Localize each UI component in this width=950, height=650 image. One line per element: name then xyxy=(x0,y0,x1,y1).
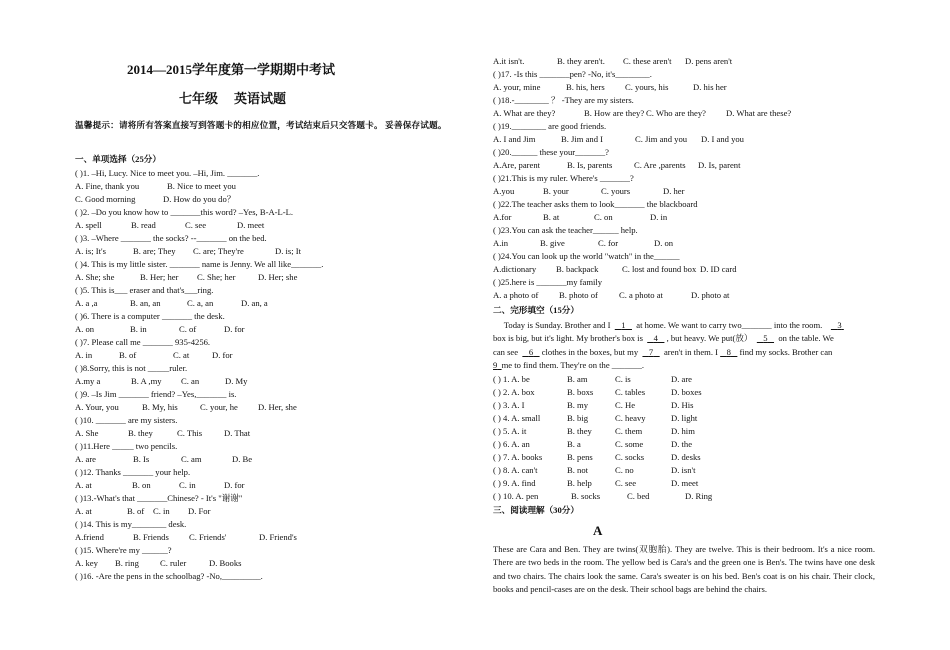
option-text: D. ID card xyxy=(700,264,737,274)
option-text: C. Good morning xyxy=(75,194,136,204)
question-text: ( )5. This is___ eraser and that's___ring. xyxy=(75,285,214,295)
option-text: ( ) 5. A. it xyxy=(493,426,527,436)
option-text: D. Be xyxy=(232,454,253,464)
option-text: C. in xyxy=(153,506,170,516)
option-text: A. Fine, thank you xyxy=(75,181,140,191)
option-text: C. of xyxy=(179,324,197,334)
option-text: B. Is, parents xyxy=(567,160,613,170)
option-text: D. For xyxy=(188,506,211,516)
option-text: B. My, his xyxy=(142,402,178,412)
option-text: D. for xyxy=(212,350,233,360)
option-text: C. She; her xyxy=(197,272,236,282)
question-text: ( )23.You can ask the teacher______ help. xyxy=(493,225,638,235)
option-text: D. boxes xyxy=(671,387,702,397)
option-text: A.dictionary xyxy=(493,264,537,274)
option-text: B. your xyxy=(543,186,569,196)
option-text: B. my xyxy=(567,400,589,410)
option-text: B. they xyxy=(567,426,592,436)
option-text: A.friend xyxy=(75,532,104,542)
option-text: A.Are, parent xyxy=(493,160,541,170)
option-text: A. Your, you xyxy=(75,402,119,412)
option-text: C. them xyxy=(615,426,643,436)
option-text: B. pens xyxy=(567,452,593,462)
option-text: A. at xyxy=(75,506,92,516)
question-text: ( )15. Where're my ______? xyxy=(75,545,172,555)
option-text: A. spell xyxy=(75,220,102,230)
option-text: A. is; It's xyxy=(75,246,106,256)
option-text: B. not xyxy=(567,465,589,475)
option-text: D. photo at xyxy=(691,290,730,300)
option-text: B. boxs xyxy=(567,387,594,397)
option-text: C. Jim and you xyxy=(635,134,688,144)
question-text: ( )9. –Is Jim _______ friend? –Yes,_______ is. xyxy=(75,389,237,399)
section-heading-cloze: 二、完形填空（15分） xyxy=(493,305,579,315)
option-text: D. Her; she xyxy=(258,272,298,282)
option-text: B. in xyxy=(130,324,147,334)
option-text: D. What are these? xyxy=(726,108,792,118)
question-text: ( )6. There is a computer _______ the desk. xyxy=(75,311,225,321)
option-text: B. Friends xyxy=(133,532,169,542)
option-text: ( ) 3. A. I xyxy=(493,400,525,410)
option-text: A.it isn't. xyxy=(493,56,525,66)
option-text: C. an xyxy=(181,376,200,386)
option-text: ( ) 2. A. box xyxy=(493,387,535,397)
option-text: D. for xyxy=(224,480,245,490)
question-text: ( )19.________ are good friends. xyxy=(493,121,607,131)
option-text: C. Who are they? xyxy=(646,108,706,118)
option-text: ( ) 8. A. can't xyxy=(493,465,538,475)
option-text: C. is xyxy=(615,374,631,384)
option-text: C. see xyxy=(615,478,637,488)
section-heading-choice: 一、单项选择（25分） xyxy=(75,154,161,164)
option-text: C. He xyxy=(615,400,636,410)
option-text: C. socks xyxy=(615,452,645,462)
option-text: A. key xyxy=(75,558,98,568)
option-text: A. a photo of xyxy=(493,290,539,300)
option-text: A.in xyxy=(493,238,509,248)
option-text: C. some xyxy=(615,439,644,449)
option-text: C. yours xyxy=(601,186,631,196)
exam-title: 2014—2015学年度第一学期期中考试 xyxy=(127,62,336,77)
option-text: D. Books xyxy=(209,558,242,568)
option-text: B. Jim and I xyxy=(561,134,604,144)
question-text: ( )11.Here _____ two pencils. xyxy=(75,441,178,451)
option-text: B. Is xyxy=(133,454,150,464)
option-text: C. for xyxy=(598,238,619,248)
reading-part-label: A xyxy=(593,523,603,538)
exam-tip: 温馨提示：请将所有答案直接写到答题卡的相应位置，考试结束后只交答题卡。 妥善保存试题。 xyxy=(75,120,447,130)
option-text: C. This xyxy=(177,428,203,438)
option-text: B. Nice to meet you xyxy=(167,181,236,191)
option-text: C. in xyxy=(179,480,196,490)
option-text: D. light xyxy=(671,413,698,423)
option-text: ( ) 4. A. small xyxy=(493,413,541,423)
reading-passage: These are Cara and Ben. They are twins(双胞胎). They are twelve. This is their bedroom. It's a nice room. There are two beds in the room. The yellow bed is Cara's and the green one is Ben's. The twins have one desk and two chairs. The chairs look the same. Cara's sweater is on his bed. Ben's coat is on his chair. Their clock, books and pencil-cases are on the desk. Their school bags are behind the chairs. xyxy=(493,544,875,594)
option-text: B. am xyxy=(567,374,588,384)
option-text: A. on xyxy=(75,324,95,334)
option-text: B. his, hers xyxy=(566,82,605,92)
grade-label: 七年级 xyxy=(179,91,219,106)
exam-subtitle xyxy=(179,88,286,107)
option-text: A. I and Jim xyxy=(493,134,536,144)
option-text: D. desks xyxy=(671,452,701,462)
question-text: ( )3. –Where _______ the socks? --_______ on the bed. xyxy=(75,233,267,243)
option-text: D. I and you xyxy=(701,134,744,144)
option-text: B. give xyxy=(540,238,565,248)
section-heading-reading: 三、阅读理解（30分） xyxy=(493,505,579,515)
question-text: ( )25.here is _______my family xyxy=(493,277,603,287)
option-text: ( ) 7. A. books xyxy=(493,452,543,462)
option-text: ( ) 9. A. find xyxy=(493,478,536,488)
option-text: C. on xyxy=(594,212,613,222)
option-text: C. am xyxy=(181,454,202,464)
question-text: ( )10. _______ are my sisters. xyxy=(75,415,178,425)
option-text: D. on xyxy=(654,238,674,248)
question-text: ( )12. Thanks _______ your help. xyxy=(75,467,191,477)
option-text: C. see xyxy=(185,220,207,230)
option-text: A. are xyxy=(75,454,96,464)
option-text: A. She xyxy=(75,428,99,438)
option-text: B. a xyxy=(567,439,581,449)
option-text: B. A ,my xyxy=(131,376,162,386)
option-text: B. an, an xyxy=(130,298,161,308)
option-text: C. ruler xyxy=(160,558,187,568)
question-text: ( )13.-What's that _______Chinese? - It's "谢谢" xyxy=(75,493,243,503)
option-text: A. at xyxy=(75,480,92,490)
question-text: ( )20.______ these your_______? xyxy=(493,147,609,157)
question-text: ( )16. -Are the pens in the schoolbag? -No,_________. xyxy=(75,571,263,581)
option-text: C. Friends' xyxy=(189,532,227,542)
option-text: B. are; They xyxy=(133,246,176,256)
option-text: B. big xyxy=(567,413,589,423)
question-text: ( )8.Sorry, this is not _____ruler. xyxy=(75,363,188,373)
cloze-passage-line: box is big, but it's light. My brother's box is 4 , but heavy. We put(放） 5 on the table. We xyxy=(493,333,834,344)
option-text: C. bed xyxy=(627,491,650,501)
option-text: C. no xyxy=(615,465,634,475)
option-text: C. your, he xyxy=(200,402,238,412)
question-text: ( )22.The teacher asks them to look_______ the blackboard xyxy=(493,199,698,209)
option-text: ( ) 10. A. pen xyxy=(493,491,539,501)
cloze-passage-line: Today is Sunday. Brother and I 1 at home. We want to carry two_______ into the room. 3 xyxy=(503,320,842,330)
option-text: B. read xyxy=(131,220,156,230)
option-text: C. lost and found box xyxy=(622,264,697,274)
option-text: A. She; she xyxy=(75,272,115,282)
question-text: ( )21.This is my ruler. Where's _______? xyxy=(493,173,634,183)
option-text: D. meet xyxy=(237,220,265,230)
option-text: D. in xyxy=(650,212,668,222)
option-text: D. the xyxy=(671,439,693,449)
option-text: A. a ,a xyxy=(75,298,98,308)
option-text: B. of xyxy=(119,350,137,360)
option-text: B. help xyxy=(567,478,592,488)
option-text: B. photo of xyxy=(559,290,598,300)
option-text: D. an, a xyxy=(241,298,268,308)
option-text: B. socks xyxy=(571,491,601,501)
option-text: B. How are they? xyxy=(584,108,645,118)
option-text: B. backpack xyxy=(556,264,599,274)
option-text: D. How do you do？ xyxy=(163,194,236,204)
option-text: D. for xyxy=(224,324,245,334)
question-text: ( )1. –Hi, Lucy. Nice to meet you. –Hi, Jim. _______. xyxy=(75,168,260,178)
question-text: ( )7. Please call me _______ 935-4256. xyxy=(75,337,211,347)
question-text: ( )2. –Do you know how to _______this word? –Yes, B-A-L-L. xyxy=(75,207,294,217)
option-text: D. him xyxy=(671,426,695,436)
cloze-passage-line: can see 6 clothes in the boxes, but my 7 aren't in them. I 8 find my socks. Brother can xyxy=(493,346,833,357)
question-text: ( )24.You can look up the world "watch" in the______ xyxy=(493,251,680,261)
option-text: D. Ring xyxy=(685,491,713,501)
option-text: B. of xyxy=(127,506,145,516)
option-text: D. meet xyxy=(671,478,699,488)
option-text: C. these aren't xyxy=(623,56,672,66)
option-text: C. Are ,parents xyxy=(634,160,686,170)
option-text: D. Her, she xyxy=(258,402,297,412)
option-text: B. at xyxy=(543,212,560,222)
option-text: A. your, mine xyxy=(493,82,541,92)
option-text: A.for xyxy=(493,212,512,222)
option-text: C. heavy xyxy=(615,413,646,423)
option-text: ( ) 6. A. an xyxy=(493,439,530,449)
question-text: ( )4. This is my little sister. _______ name is Jenny. We all like_______. xyxy=(75,259,324,269)
cloze-passage-line: 9 me to find them. They're on the _______. xyxy=(493,359,645,370)
option-text: A.my a xyxy=(75,376,101,386)
option-text: C. are; They're xyxy=(193,246,244,256)
option-text: D. is; It xyxy=(275,246,302,256)
option-text: C. tables xyxy=(615,387,646,397)
question-text: ( )18.-________ ？ -They are my sisters. xyxy=(493,95,634,105)
option-text: D. His xyxy=(671,400,694,410)
option-text: C. a photo at xyxy=(619,290,663,300)
option-text: A.you xyxy=(493,186,515,196)
option-text: D. That xyxy=(224,428,251,438)
option-text: D. his her xyxy=(693,82,727,92)
option-text: C. yours, his xyxy=(625,82,669,92)
option-text: B. ring xyxy=(115,558,139,568)
option-text: A. in xyxy=(75,350,93,360)
option-text: D. Is, parent xyxy=(698,160,741,170)
option-text: B. they xyxy=(128,428,153,438)
option-text: D. her xyxy=(663,186,685,196)
question-text: ( )17. -Is this _______pen? -No, it's________. xyxy=(493,69,652,79)
option-text: C. at xyxy=(173,350,190,360)
option-text: C. a, an xyxy=(187,298,214,308)
option-text: B. Her; her xyxy=(140,272,179,282)
option-text: B. they aren't. xyxy=(557,56,605,66)
option-text: D. isn't xyxy=(671,465,696,475)
subject-label: 英语试题 xyxy=(234,91,287,106)
cloze-passage xyxy=(493,319,878,372)
option-text: D. are xyxy=(671,374,692,384)
option-text: A. What are they? xyxy=(493,108,556,118)
option-text: D. pens aren't xyxy=(685,56,733,66)
option-text: D. My xyxy=(225,376,248,386)
question-text: ( )14. This is my________ desk. xyxy=(75,519,187,529)
option-text: D. Friend's xyxy=(259,532,297,542)
option-text: B. on xyxy=(132,480,151,490)
option-text: ( ) 1. A. be xyxy=(493,374,530,384)
